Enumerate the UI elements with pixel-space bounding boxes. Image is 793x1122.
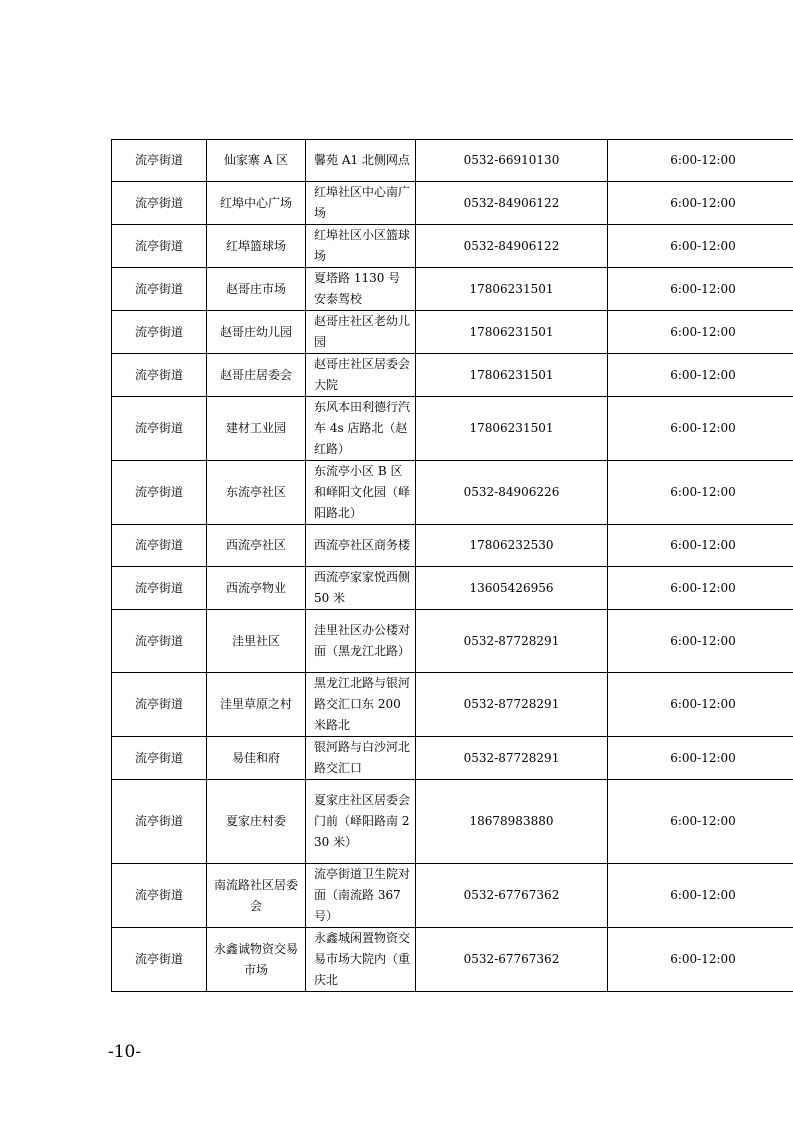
street-cell: 流亭街道: [112, 673, 207, 737]
street-cell: 流亭街道: [112, 225, 207, 268]
table-row: [112, 461, 793, 525]
site-cell: 西流亭物业: [207, 567, 306, 610]
table-row: [112, 182, 793, 225]
street-cell: 流亭街道: [112, 397, 207, 461]
table-row: [112, 673, 793, 737]
table-row: [112, 610, 793, 673]
table-row: [112, 397, 793, 461]
street-cell: 流亭街道: [112, 525, 207, 567]
site-cell: 洼里草原之村: [207, 673, 306, 737]
time-cell: 6:00-12:00: [608, 673, 793, 737]
time-cell: 6:00-12:00: [608, 567, 793, 610]
address-cell: 红埠社区中心南广场: [306, 182, 416, 225]
table-row: [112, 864, 793, 928]
table-row: [112, 525, 793, 567]
phone-cell: 17806231501: [416, 311, 608, 354]
phone-cell: 0532-87728291: [416, 610, 608, 673]
address-cell: 东流亭小区 B 区和峄阳文化园（峄阳路北）: [306, 461, 416, 525]
table-row: [112, 737, 793, 780]
site-cell: 南流路社区居委会: [207, 864, 306, 928]
table-row: [112, 140, 793, 182]
street-cell: 流亭街道: [112, 140, 207, 182]
site-cell: 易佳和府: [207, 737, 306, 780]
site-table: [111, 139, 793, 992]
address-cell: 赵哥庄社区老幼儿园: [306, 311, 416, 354]
street-cell: 流亭街道: [112, 928, 207, 992]
address-cell: 馨苑 A1 北侧网点: [306, 140, 416, 182]
site-cell: 红埠篮球场: [207, 225, 306, 268]
site-cell: 赵哥庄幼儿园: [207, 311, 306, 354]
street-cell: 流亭街道: [112, 311, 207, 354]
site-cell: 西流亭社区: [207, 525, 306, 567]
phone-cell: 0532-87728291: [416, 737, 608, 780]
time-cell: 6:00-12:00: [608, 525, 793, 567]
address-cell: 西流亭社区商务楼: [306, 525, 416, 567]
time-cell: 6:00-12:00: [608, 354, 793, 397]
time-cell: 6:00-12:00: [608, 140, 793, 182]
site-cell: 夏家庄村委: [207, 780, 306, 864]
phone-cell: 13605426956: [416, 567, 608, 610]
table-row: [112, 928, 793, 992]
phone-cell: 0532-67767362: [416, 864, 608, 928]
time-cell: 6:00-12:00: [608, 268, 793, 311]
time-cell: 6:00-12:00: [608, 928, 793, 992]
site-cell: 洼里社区: [207, 610, 306, 673]
table-row: [112, 354, 793, 397]
phone-cell: 17806232530: [416, 525, 608, 567]
page-number: -10-: [108, 1042, 142, 1062]
table-row: [112, 311, 793, 354]
time-cell: 6:00-12:00: [608, 737, 793, 780]
address-cell: 东风本田利德行汽车 4s 店路北（赵红路）: [306, 397, 416, 461]
site-cell: 赵哥庄居委会: [207, 354, 306, 397]
phone-cell: 0532-84906226: [416, 461, 608, 525]
site-cell: 建材工业园: [207, 397, 306, 461]
table-row: [112, 567, 793, 610]
table-row: [112, 780, 793, 864]
street-cell: 流亭街道: [112, 610, 207, 673]
phone-cell: 0532-84906122: [416, 225, 608, 268]
phone-cell: 0532-84906122: [416, 182, 608, 225]
time-cell: 6:00-12:00: [608, 397, 793, 461]
address-cell: 黑龙江北路与银河路交汇口东 200 米路北: [306, 673, 416, 737]
street-cell: 流亭街道: [112, 737, 207, 780]
street-cell: 流亭街道: [112, 354, 207, 397]
address-cell: 洼里社区办公楼对面（黑龙江北路）: [306, 610, 416, 673]
site-cell: 仙家寨 A 区: [207, 140, 306, 182]
time-cell: 6:00-12:00: [608, 182, 793, 225]
time-cell: 6:00-12:00: [608, 311, 793, 354]
time-cell: 6:00-12:00: [608, 780, 793, 864]
street-cell: 流亭街道: [112, 182, 207, 225]
phone-cell: 0532-67767362: [416, 928, 608, 992]
street-cell: 流亭街道: [112, 461, 207, 525]
phone-cell: 18678983880: [416, 780, 608, 864]
table-row: [112, 268, 793, 311]
time-cell: 6:00-12:00: [608, 461, 793, 525]
site-cell: 东流亭社区: [207, 461, 306, 525]
table-row: [112, 225, 793, 268]
address-cell: 流亭街道卫生院对面（南流路 367 号）: [306, 864, 416, 928]
site-cell: 永鑫诚物资交易市场: [207, 928, 306, 992]
time-cell: 6:00-12:00: [608, 864, 793, 928]
address-cell: 西流亭家家悦西侧 50 米: [306, 567, 416, 610]
address-cell: 赵哥庄社区居委会大院: [306, 354, 416, 397]
phone-cell: 17806231501: [416, 397, 608, 461]
address-cell: 夏塔路 1130 号安泰驾校: [306, 268, 416, 311]
site-cell: 赵哥庄市场: [207, 268, 306, 311]
street-cell: 流亭街道: [112, 567, 207, 610]
phone-cell: 0532-87728291: [416, 673, 608, 737]
site-cell: 红埠中心广场: [207, 182, 306, 225]
address-cell: 夏家庄社区居委会门前（峄阳路南 230 米）: [306, 780, 416, 864]
address-cell: 永鑫城闲置物资交易市场大院内（重庆北: [306, 928, 416, 992]
address-cell: 红埠社区小区篮球场: [306, 225, 416, 268]
phone-cell: 17806231501: [416, 354, 608, 397]
phone-cell: 0532-66910130: [416, 140, 608, 182]
street-cell: 流亭街道: [112, 780, 207, 864]
table-body: [112, 140, 793, 992]
time-cell: 6:00-12:00: [608, 610, 793, 673]
street-cell: 流亭街道: [112, 268, 207, 311]
phone-cell: 17806231501: [416, 268, 608, 311]
address-cell: 银河路与白沙河北路交汇口: [306, 737, 416, 780]
time-cell: 6:00-12:00: [608, 225, 793, 268]
street-cell: 流亭街道: [112, 864, 207, 928]
